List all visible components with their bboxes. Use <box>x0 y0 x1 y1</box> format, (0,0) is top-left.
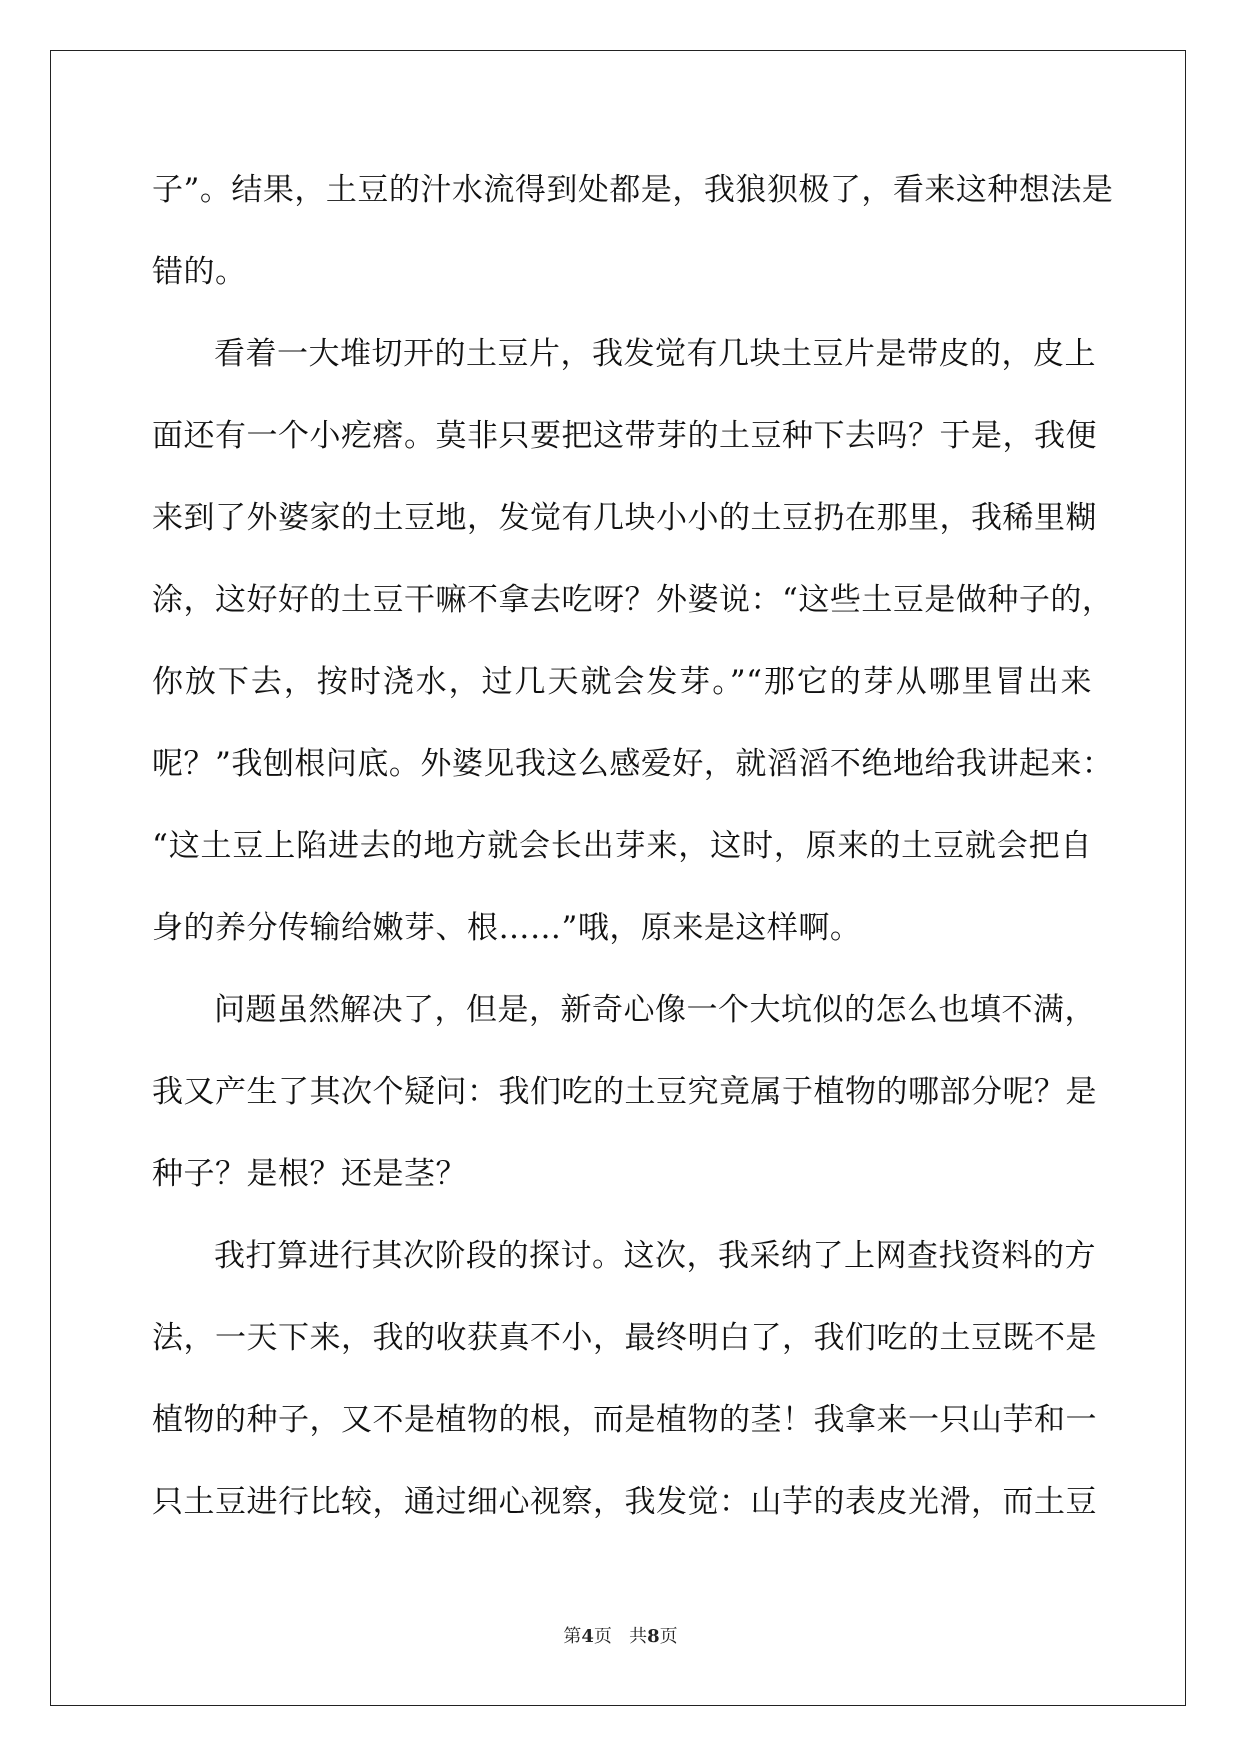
text-line: 种子？是根？还是茎？ <box>152 1156 467 1192</box>
text-line: 你放下去，按时浇水，过几天就会发芽。”“那它的芽从哪里冒出来 <box>152 664 1092 700</box>
text-line: 呢？”我刨根问底。外婆见我这么感爱好，就滔滔不绝地给我讲起来： <box>152 746 1114 782</box>
page-footer <box>0 1622 1241 1648</box>
text-line: 身的养分传输给嫩芽、根……”哦，原来是这样啊。 <box>152 910 862 946</box>
text-line: 子”。结果，土豆的汁水流得到处都是，我狼狈极了，看来这种想法是 <box>152 172 1114 208</box>
page-prefix: 第 <box>563 1626 582 1647</box>
total-suffix: 页 <box>659 1626 678 1647</box>
total-prefix: 共 <box>629 1626 648 1647</box>
paragraph-start-line: 我打算进行其次阶段的探讨。这次，我采纳了上网查找资料的方 <box>214 1238 1096 1274</box>
text-line: 来到了外婆家的土豆地，发觉有几块小小的土豆扔在那里，我稀里糊 <box>152 500 1097 536</box>
text-line: 植物的种子，又不是植物的根，而是植物的茎！我拿来一只山芋和一 <box>152 1402 1097 1438</box>
text-line: 我又产生了其次个疑问：我们吃的土豆究竟属于植物的哪部分呢？是 <box>152 1074 1097 1110</box>
page-total: 8 <box>647 1626 660 1647</box>
page-current: 4 <box>581 1626 594 1647</box>
text-line: 错的。 <box>152 254 247 290</box>
text-line: 面还有一个小疙瘩。莫非只要把这带芽的土豆种下去吗？于是，我便 <box>152 418 1097 454</box>
page-suffix: 页 <box>593 1626 612 1647</box>
paragraph-start-line: 看着一大堆切开的土豆片，我发觉有几块土豆片是带皮的，皮上 <box>214 336 1096 372</box>
document-body <box>152 156 1114 1550</box>
text-line: 涂，这好好的土豆干嘛不拿去吃呀？外婆说：“这些土豆是做种子的， <box>152 582 1114 618</box>
text-line: 法，一天下来，我的收获真不小，最终明白了，我们吃的土豆既不是 <box>152 1320 1097 1356</box>
text-line: 只土豆进行比较，通过细心视察，我发觉：山芋的表皮光滑，而土豆 <box>152 1484 1097 1520</box>
paragraph-start-line: 问题虽然解决了，但是，新奇心像一个大坑似的怎么也填不满， <box>214 992 1096 1028</box>
text-line: “这土豆上陷进去的地方就会长出芽来，这时，原来的土豆就会把自 <box>152 828 1092 864</box>
